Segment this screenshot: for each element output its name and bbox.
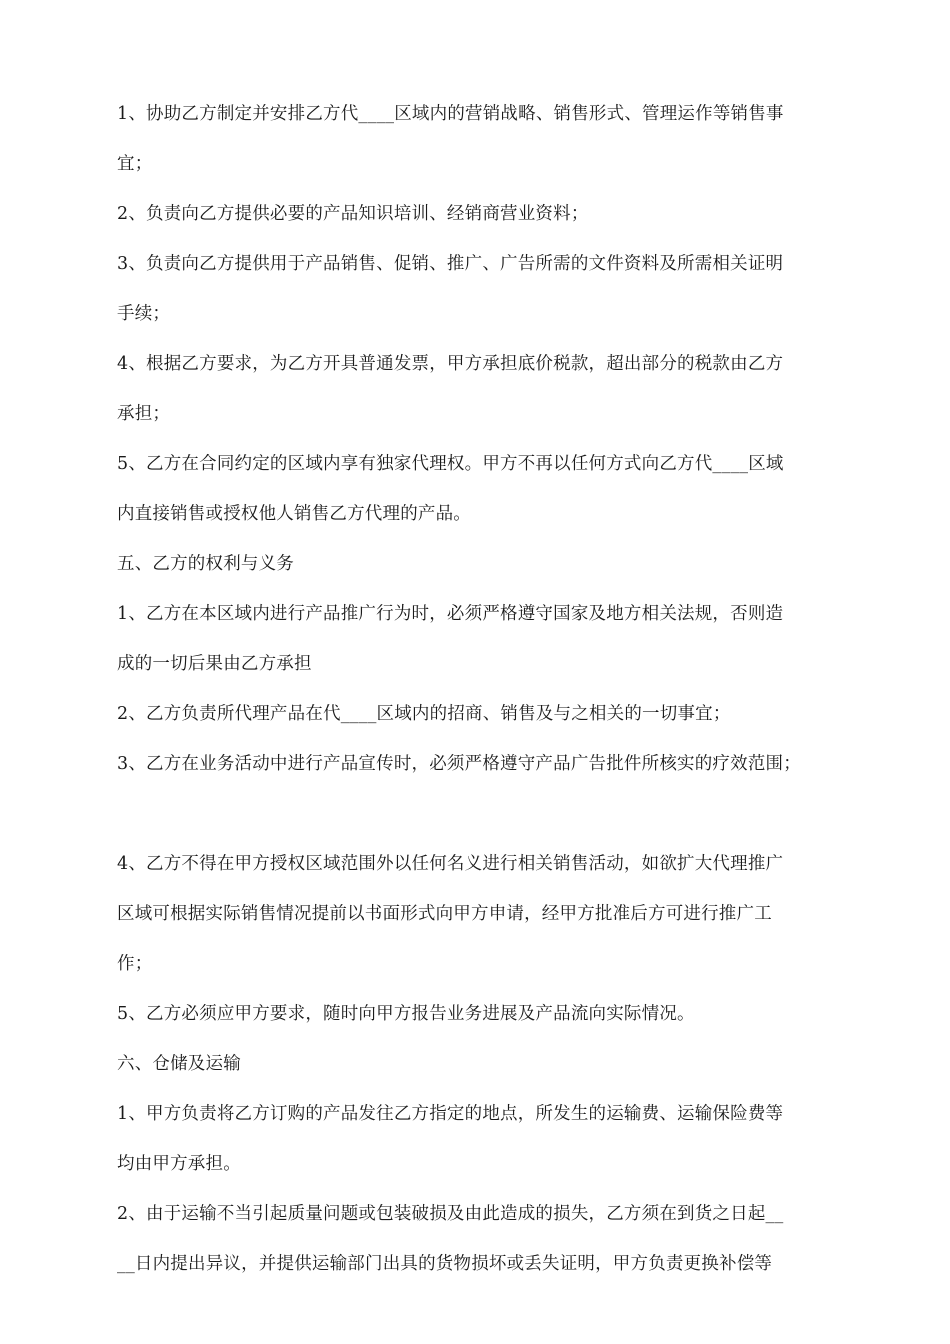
text-line: 手续； (117, 304, 171, 324)
text-line: 5、乙方在合同约定的区域内享有独家代理权。甲方不再以任何方式向乙方代____区域 (117, 454, 784, 474)
text-line: 均由甲方承担。 (117, 1154, 241, 1174)
text-line: 4、根据乙方要求，为乙方开具普通发票，甲方承担底价税款，超出部分的税款由乙方 (117, 354, 784, 374)
text-line: 3、乙方在业务活动中进行产品宣传时，必须严格遵守产品广告批件所核实的疗效范围； (117, 754, 801, 774)
section-heading: 六、仓储及运输 (117, 1054, 241, 1074)
text-line: 2、负责向乙方提供必要的产品知识培训、经销商营业资料； (117, 204, 589, 224)
section-heading: 五、乙方的权利与义务 (117, 554, 294, 574)
text-line: __日内提出异议，并提供运输部门出具的货物损坏或丢失证明，甲方负责更换补偿等 (117, 1254, 773, 1274)
text-line: 承担； (117, 404, 171, 424)
text-line: 1、协助乙方制定并安排乙方代____区域内的营销战略、销售形式、管理运作等销售事 (117, 104, 784, 124)
text-line: 作； (117, 954, 153, 974)
text-line: 宜； (117, 154, 153, 174)
text-line: 4、乙方不得在甲方授权区域范围外以任何名义进行相关销售活动，如欲扩大代理推广 (117, 854, 784, 874)
text-line: 2、乙方负责所代理产品在代____区域内的招商、销售及与之相关的一切事宜； (117, 704, 731, 724)
text-line: 区域可根据实际销售情况提前以书面形式向甲方申请，经甲方批准后方可进行推广工 (117, 904, 772, 924)
text-line: 2、由于运输不当引起质量问题或包装破损及由此造成的损失，乙方须在到货之日起__ (117, 1204, 784, 1224)
text-line: 1、乙方在本区域内进行产品推广行为时，必须严格遵守国家及地方相关法规，否则造 (117, 604, 784, 624)
text-line: 成的一切后果由乙方承担 (117, 654, 312, 674)
text-line: 1、甲方负责将乙方订购的产品发往乙方指定的地点，所发生的运输费、运输保险费等 (117, 1104, 784, 1124)
text-line: 内直接销售或授权他人销售乙方代理的产品。 (117, 504, 471, 524)
text-line: 5、乙方必须应甲方要求，随时向甲方报告业务进展及产品流向实际情况。 (117, 1004, 695, 1024)
text-line: 3、负责向乙方提供用于产品销售、促销、推广、广告所需的文件资料及所需相关证明 (117, 254, 784, 274)
